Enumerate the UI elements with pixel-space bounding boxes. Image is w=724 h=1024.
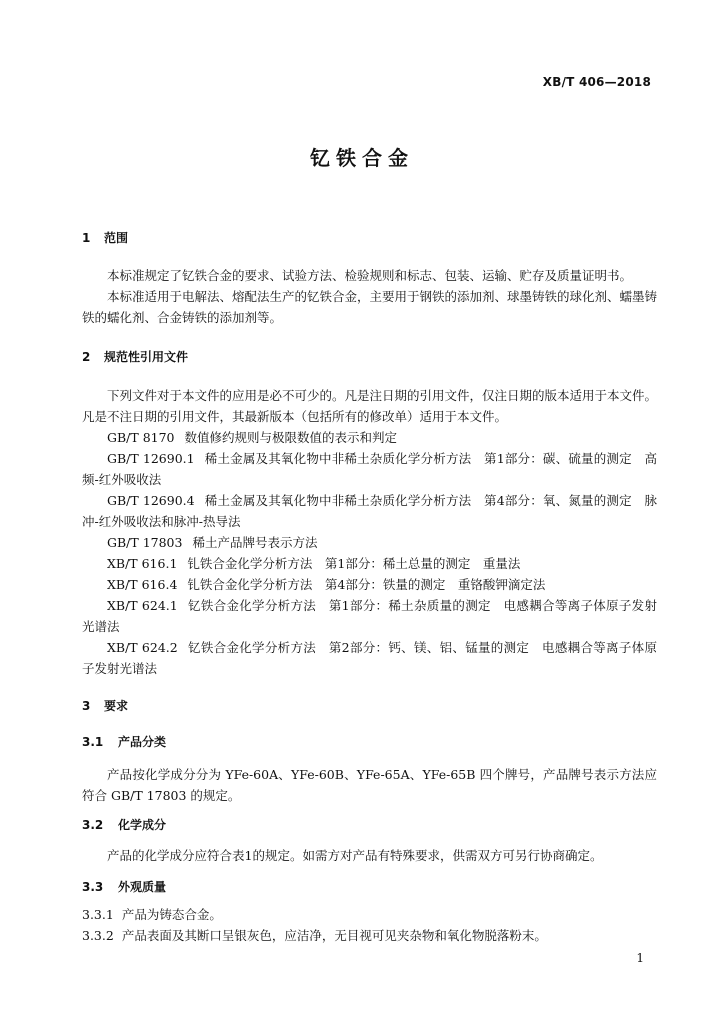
item-number: 3.3.2 [82, 928, 114, 943]
reference-code: GB/T 8170 [107, 430, 175, 445]
reference-item [82, 574, 657, 595]
section-number: 3 [82, 699, 91, 713]
reference-item [82, 553, 657, 574]
section-title: 外观质量 [118, 880, 167, 894]
section-title: 范围 [104, 231, 129, 245]
item-text: 产品表面及其断口呈银灰色，应洁净，无目视可见夹杂物和氧化物脱落粉末。 [121, 928, 547, 943]
reference-title: 稀土金属及其氧化物中非稀土杂质化学分析方法 第4部分：氧、氮量的测定 脉冲-红外吸收法和脉冲-热导法 [82, 493, 657, 529]
scope-paragraph-1: 本标准规定了钇铁合金的要求、试验方法、检验规则和标志、包装、运输、贮存及质量证明书。 [107, 268, 633, 283]
section-2-heading [82, 348, 188, 365]
section-3-2-heading [82, 816, 166, 833]
page-number: 1 [636, 951, 644, 965]
reference-code: XB/T 616.4 [107, 577, 178, 592]
reference-item [82, 595, 657, 637]
reference-title: 稀土金属及其氧化物中非稀土杂质化学分析方法 第1部分：碳、硫量的测定 高频-红外吸收法 [82, 451, 657, 487]
item-text: 产品为铸态合金。 [121, 907, 222, 922]
reference-code: XB/T 624.1 [107, 598, 178, 613]
scope-paragraph-2: 本标准适用于电解法、熔配法生产的钇铁合金，主要用于钢铁的添加剂、球墨铸铁的球化剂、蠕墨铸铁的蠕化剂、合金铸铁的添加剂等。 [82, 289, 658, 325]
reference-title: 钇铁合金化学分析方法 第1部分：稀土杂质量的测定 电感耦合等离子体原子发射光谱法 [82, 598, 657, 634]
reference-item [82, 490, 657, 532]
appearance-item [82, 904, 657, 925]
reference-code: XB/T 624.2 [107, 640, 178, 655]
section-title: 规范性引用文件 [104, 350, 189, 364]
section-3-1-heading [82, 733, 166, 750]
classification-paragraph: 产品按化学成分分为 YFe-60A、YFe-60B、YFe-65A、YFe-65B 四个牌号，产品牌号表示方法应符合 GB/T 17803 的规定。 [82, 767, 657, 803]
item-number: 3.3.1 [82, 907, 114, 922]
reference-title: 钆铁合金化学分析方法 第1部分：稀土总量的测定 重量法 [187, 556, 521, 571]
reference-code: GB/T 12690.4 [107, 493, 195, 508]
section-number: 3.1 [82, 735, 104, 749]
section-number: 3.3 [82, 880, 104, 894]
references-intro: 下列文件对于本文件的应用是必不可少的。凡是注日期的引用文件，仅注日期的版本适用于本文件。凡是不注日期的引用文件，其最新版本（包括所有的修改单）适用于本文件。 [82, 388, 658, 424]
section-title: 产品分类 [118, 735, 167, 749]
reference-code: GB/T 12690.1 [107, 451, 195, 466]
reference-title: 钆铁合金化学分析方法 第4部分：铁量的测定 重铬酸钾滴定法 [187, 577, 546, 592]
reference-title: 数值修约规则与极限数值的表示和判定 [184, 430, 398, 445]
section-title: 化学成分 [118, 818, 167, 832]
section-title: 要求 [104, 699, 129, 713]
reference-title: 钇铁合金化学分析方法 第2部分：钙、镁、铝、锰量的测定 电感耦合等离子体原子发射光谱法 [82, 640, 657, 676]
reference-item [82, 637, 657, 679]
appearance-item [82, 925, 657, 946]
reference-item [82, 427, 657, 448]
document-title: 钇铁合金 [310, 146, 414, 170]
reference-code: GB/T 17803 [107, 535, 183, 550]
section-number: 2 [82, 350, 91, 364]
composition-paragraph: 产品的化学成分应符合表1的规定。如需方对产品有特殊要求，供需双方可另行协商确定。 [107, 848, 603, 863]
section-3-heading [82, 697, 128, 714]
section-number: 3.2 [82, 818, 104, 832]
section-3-3-heading [82, 878, 166, 895]
standard-code: XB/T 406—2018 [542, 75, 651, 89]
reference-code: XB/T 616.1 [107, 556, 178, 571]
section-1-heading [82, 229, 128, 246]
reference-item [82, 532, 657, 553]
reference-item [82, 448, 657, 490]
section-number: 1 [82, 231, 91, 245]
reference-title: 稀土产品牌号表示方法 [192, 535, 318, 550]
